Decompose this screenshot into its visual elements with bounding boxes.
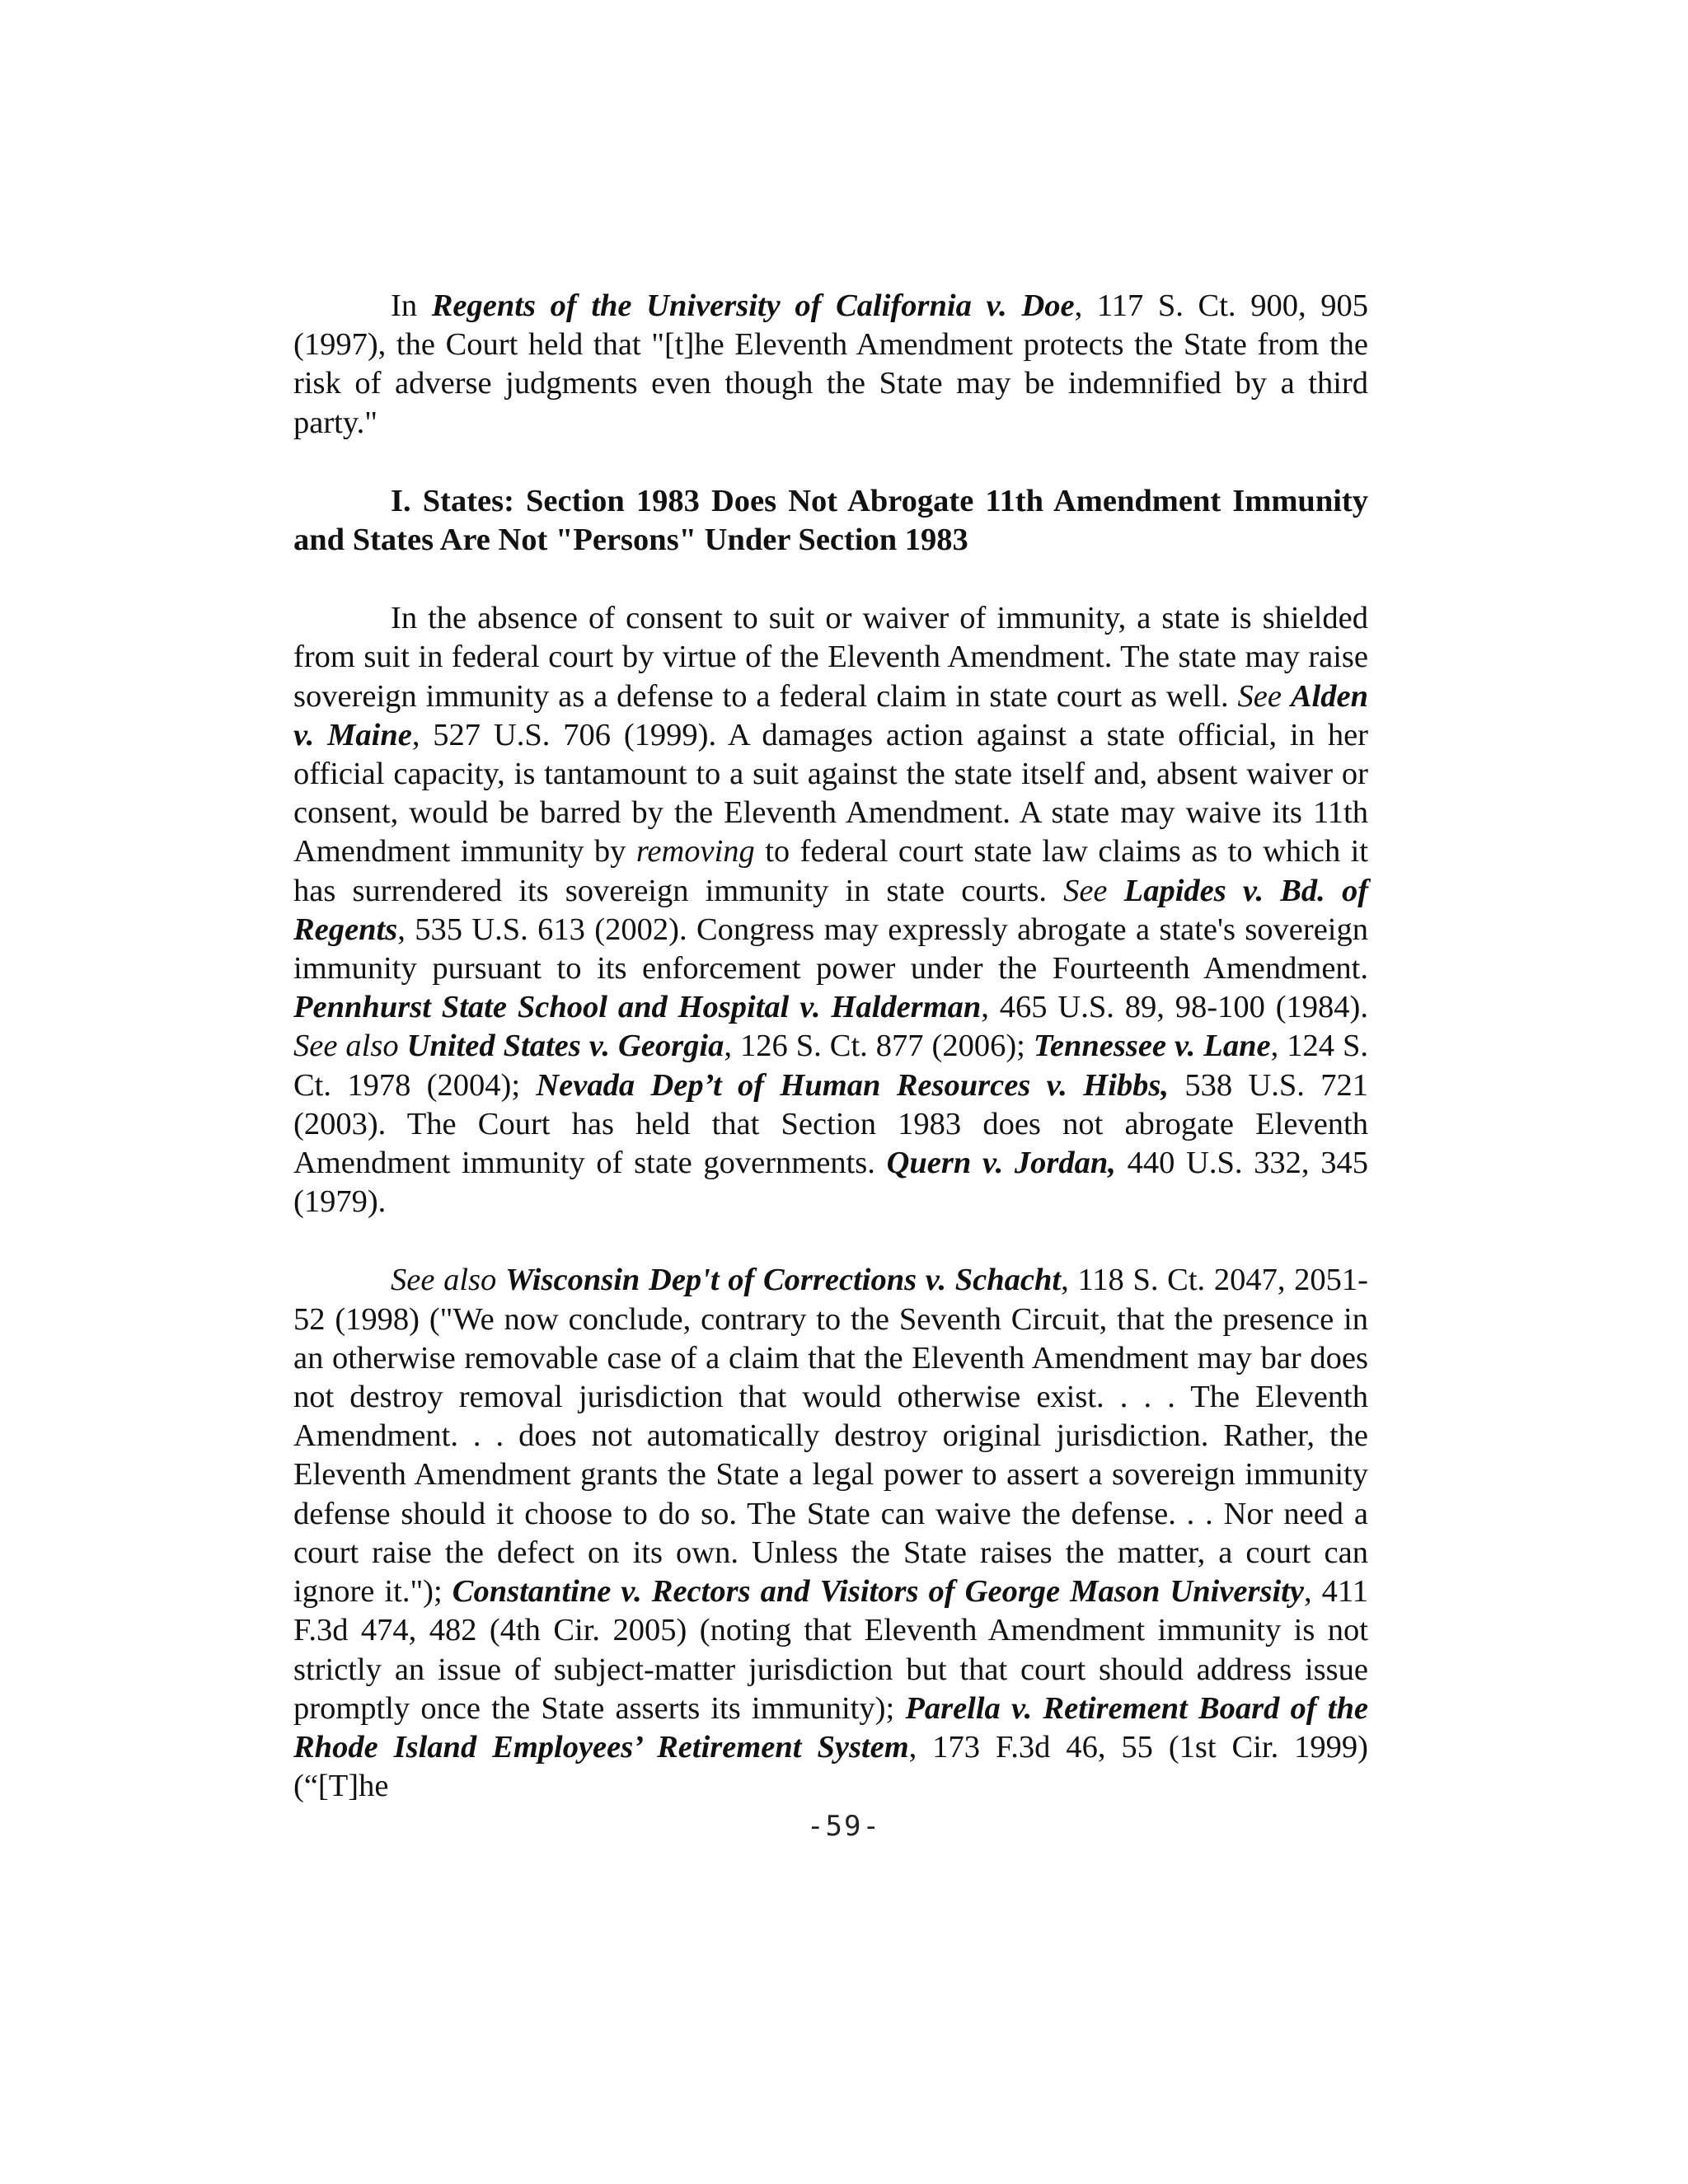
case-name-lapides: Lapides v. Bd. of Regents	[293, 873, 1369, 947]
text-run: , 465 U.S. 89, 98-100 (1984).	[981, 990, 1368, 1025]
paragraph-see-also	[293, 1261, 1368, 1806]
case-name-parella: Parella v. Retirement Board of the Rhode Island Employees’ Retirement System	[293, 1690, 1369, 1765]
text-run	[399, 1029, 407, 1063]
case-name-quern: Quern v. Jordan,	[886, 1146, 1116, 1181]
text-run: , 118 S. Ct. 2047, 2051-52 (1998) ("We now conclude, contrary to the Seventh Circuit, that the presence in an otherwise removable case of a claim that the Eleventh Amendment may bar does not destroy removal jurisdiction that would otherwise exist. . . . The Eleventh Amendment. . . does not automatically destroy original jurisdiction. Rather, the Eleventh Amendment grants the State a legal power to assert a sovereign immunity defense should it choose to do so. The State can waive the defense. . . Nor need a court raise the defect on its own. Unless the State raises the matter, a court can ignore it.");	[293, 1263, 1368, 1610]
text-run: In the absence of consent to suit or waiver of immunity, a state is shielded from suit in federal court by virtue of the Eleventh Amendment. The state may raise sovereign immunity as a defense to a federal claim in state court as well.	[293, 601, 1368, 714]
paragraph-immunity	[293, 599, 1368, 1221]
text-run: 440 U.S. 332, 345 (1979).	[293, 1146, 1368, 1220]
text-run: , 124 S. Ct. 1978 (2004);	[293, 1029, 1369, 1103]
text-run: , 173 F.3d 46, 55 (1st Cir. 1999) (“[T]he	[293, 1729, 1368, 1804]
text-run	[1108, 874, 1124, 908]
case-name-lane: Tennessee v. Lane	[1033, 1029, 1271, 1064]
text-run: , 535 U.S. 613 (2002). Congress may expressly abrogate a state's sovereign immunity pursuant to its enforcement power under the Fourteenth Amendment.	[293, 912, 1368, 987]
case-name-georgia: United States v. Georgia	[406, 1029, 724, 1064]
signal-see: See	[1063, 873, 1108, 908]
text-run: , 527 U.S. 706 (1999). A damages action against a state official, in her official capacity, is tantamount to a suit against the state itself and, absent waiver or consent, would be barred by the Eleventh Amendment. A state may waive its 11th Amendment immunity by	[293, 717, 1369, 869]
text-run: , 126 S. Ct. 877 (2006);	[724, 1029, 1034, 1064]
text-run: 538 U.S. 721 (2003). The Court has held that Section 1983 does not abrogate Eleventh Amendment immunity of state governments.	[293, 1067, 1369, 1181]
case-name-alden: Alden v. Maine	[293, 678, 1369, 752]
case-name-constantine: Constantine v. Rectors and Visitors of George Mason University	[452, 1574, 1304, 1610]
signal-see: See	[1237, 678, 1282, 714]
text-run: , 117 S. Ct. 900, 905 (1997), the Court held that "[t]he Eleventh Amendment protects the State from the risk of adverse judgments even though the State may be indemnified by a third party."	[293, 288, 1369, 440]
text-run: to federal court state law claims as to which it has surrendered its sovereign immunity in state courts.	[293, 834, 1368, 908]
section-heading: I. States: Section 1983 Does Not Abrogate 11th Amendment Immunity and States Are Not "Persons" Under Section 1983	[293, 483, 1368, 558]
text-run: In	[391, 288, 432, 323]
signal-see-also: See also	[391, 1263, 497, 1298]
paragraph-regents	[293, 287, 1368, 443]
text-run	[1282, 679, 1291, 714]
signal-see-also: See also	[293, 1029, 399, 1064]
page-number: -59-	[807, 1810, 881, 1843]
emphasis-removing: removing	[635, 834, 755, 869]
document-page	[293, 287, 1368, 1806]
case-name-pennhurst: Pennhurst State School and Hospital v. Halderman	[293, 990, 982, 1025]
case-name-schacht: Wisconsin Dep't of Corrections v. Schacht	[505, 1263, 1062, 1298]
case-name-regents: Regents of the University of California v. Doe	[431, 288, 1075, 323]
text-run: , 411 F.3d 474, 482 (4th Cir. 2005) (noting that Eleventh Amendment immunity is not strictly an issue of subject-matter jurisdiction but that court should address issue promptly once the State asserts its immunity);	[293, 1574, 1368, 1726]
text-run	[496, 1263, 505, 1297]
case-name-hibbs: Nevada Dep’t of Human Resources v. Hibbs,	[536, 1067, 1170, 1103]
